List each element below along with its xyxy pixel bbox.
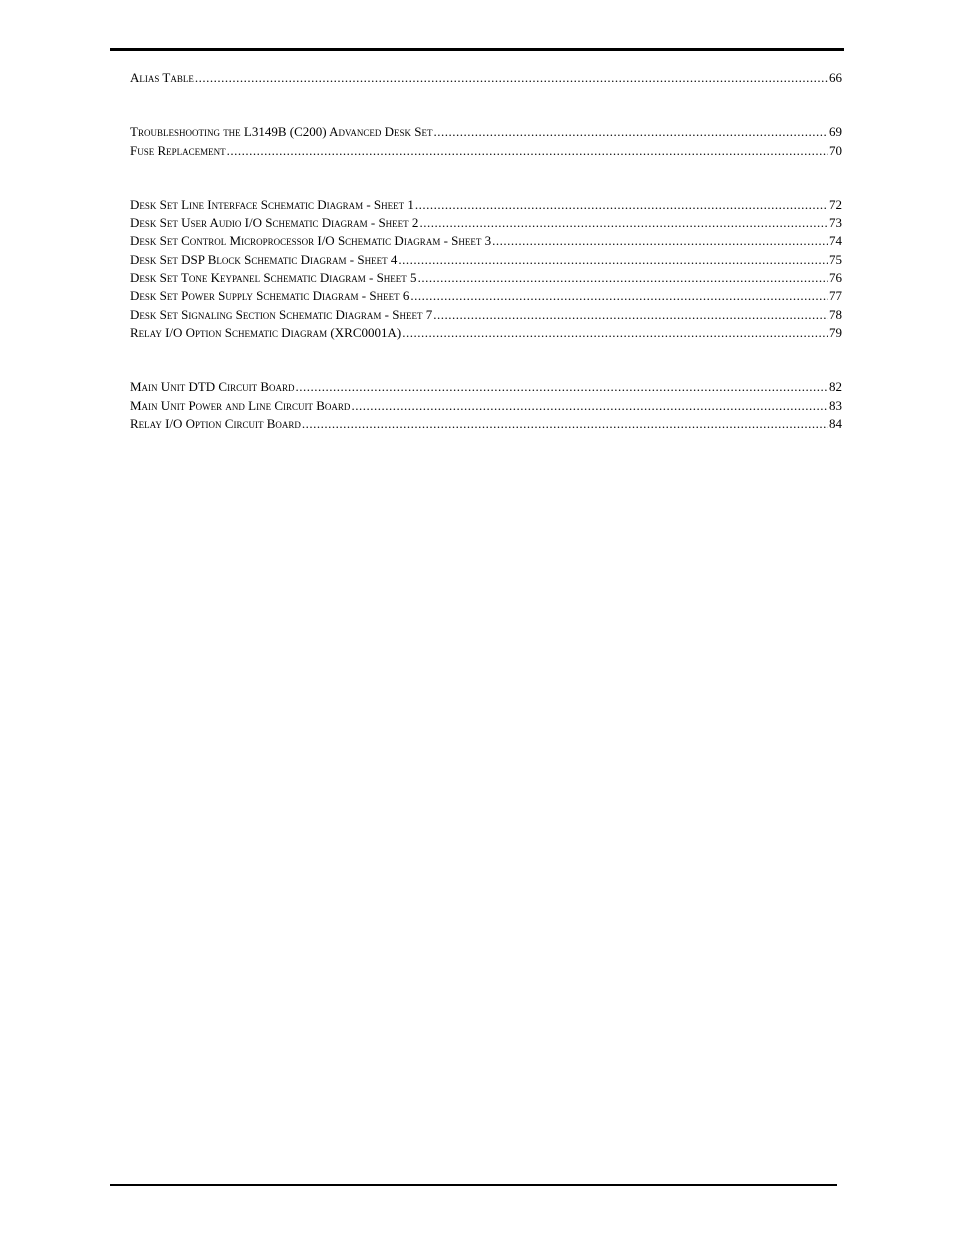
toc-entry-page: 73 — [829, 215, 842, 231]
toc-entry-title: Main Unit DTD Circuit Board — [130, 379, 295, 395]
toc-entry[interactable] — [130, 324, 842, 342]
toc-entry-title: Main Unit Power and Line Circuit Board — [130, 397, 351, 413]
toc-entry[interactable] — [130, 415, 842, 433]
toc-entry-title: Troubleshooting the L3149B (C200) Advanced Desk Set — [130, 124, 433, 140]
toc-entry[interactable] — [130, 123, 842, 141]
toc-entry[interactable] — [130, 196, 842, 214]
dot-leader — [227, 142, 828, 160]
toc-entry[interactable] — [130, 142, 842, 160]
toc-entry-page: 74 — [829, 233, 842, 249]
toc-entry[interactable] — [130, 397, 842, 415]
dot-leader — [434, 123, 829, 141]
dot-leader — [410, 287, 828, 305]
toc-entry[interactable] — [130, 232, 842, 250]
dot-leader — [195, 69, 828, 87]
dot-leader — [351, 397, 828, 415]
toc-entry[interactable] — [130, 306, 842, 324]
toc-entry[interactable] — [130, 69, 842, 87]
toc-entry-page: 82 — [829, 379, 842, 395]
toc-entry-page: 77 — [829, 288, 842, 304]
toc-entry[interactable] — [130, 251, 842, 269]
toc-entry[interactable] — [130, 378, 842, 396]
toc-entry-title: Relay I/O Option Schematic Diagram (XRC0001A) — [130, 324, 402, 340]
toc-entry-page: 70 — [829, 142, 842, 158]
header-rule — [110, 48, 844, 51]
toc-entry-title: Desk Set Tone Keypanel Schematic Diagram - Sheet 5 — [130, 270, 417, 286]
toc-entry[interactable] — [130, 214, 842, 232]
dot-leader — [296, 378, 829, 396]
toc-entry-title: Alias Table — [130, 70, 194, 85]
dot-leader — [492, 232, 828, 250]
toc-entry-title: Desk Set Line Interface Schematic Diagram - Sheet 1 — [130, 196, 414, 212]
dot-leader — [302, 415, 828, 433]
footer-rule — [110, 1184, 837, 1186]
toc-entry-title: Desk Set Power Supply Schematic Diagram - Sheet 6 — [130, 288, 410, 304]
toc-entry-page: 76 — [829, 270, 842, 286]
toc-entry-title: Fuse Replacement — [130, 142, 226, 158]
toc-group — [130, 69, 842, 87]
toc-entry-title: Relay I/O Option Circuit Board — [130, 415, 301, 431]
dot-leader — [415, 196, 828, 214]
toc-entry-title: Desk Set User Audio I/O Schematic Diagram - Sheet 2 — [130, 215, 419, 231]
dot-leader — [433, 306, 828, 324]
toc-entry-title: Desk Set Signaling Section Schematic Diagram - Sheet 7 — [130, 306, 433, 322]
toc-group — [130, 196, 842, 342]
dot-leader — [419, 214, 828, 232]
toc-entry[interactable] — [130, 287, 842, 305]
toc-entry[interactable] — [130, 269, 842, 287]
toc-group — [130, 378, 842, 433]
toc-entry-page: 79 — [829, 324, 842, 340]
dot-leader — [418, 269, 828, 287]
toc-entry-page: 75 — [829, 251, 842, 267]
toc-entry-page: 69 — [829, 124, 842, 140]
dot-leader — [402, 324, 828, 342]
toc-entry-page: 84 — [829, 415, 842, 431]
table-of-contents — [130, 69, 842, 433]
dot-leader — [398, 251, 828, 269]
toc-group — [130, 123, 842, 160]
toc-entry-page: 72 — [829, 196, 842, 212]
toc-entry-page: 83 — [829, 397, 842, 413]
toc-entry-title: Desk Set Control Microprocessor I/O Schematic Diagram - Sheet 3 — [130, 233, 492, 249]
toc-entry-page: 78 — [829, 306, 842, 322]
toc-entry-page: 66 — [829, 70, 842, 85]
toc-entry-title: Desk Set DSP Block Schematic Diagram - Sheet 4 — [130, 251, 398, 267]
